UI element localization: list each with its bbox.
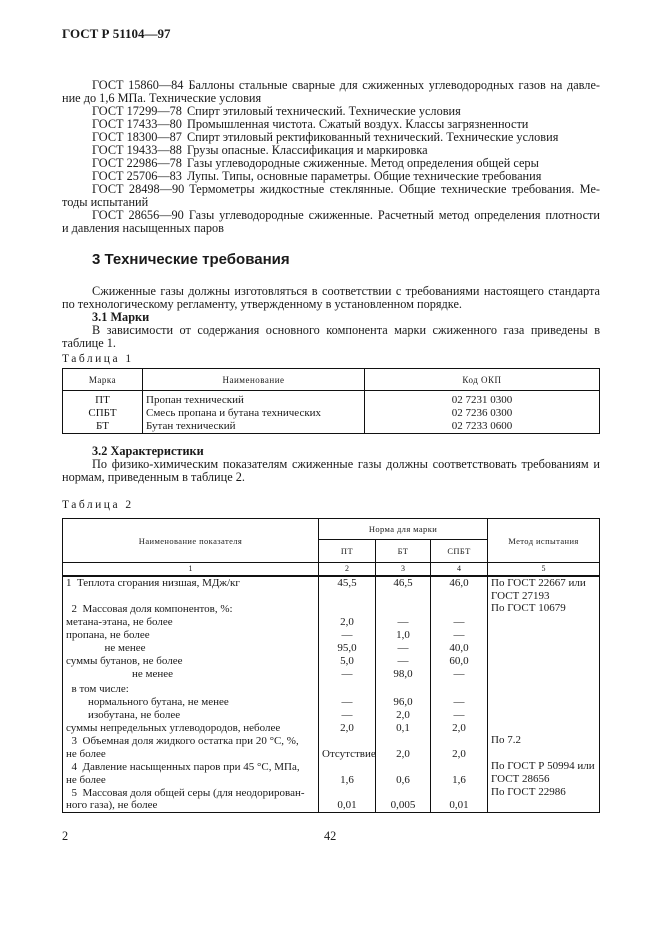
- bt-value-cell: —: [376, 641, 431, 654]
- reference-code: ГОСТ 18300—87: [92, 130, 182, 144]
- reference-title: Газы углеводородные сжиженные. Метод определения общей серы: [186, 156, 539, 170]
- bt-value-cell: —: [376, 654, 431, 667]
- column-header: Наименование показателя: [63, 519, 319, 563]
- reference-line: [92, 209, 600, 221]
- method-cell: По 7.2: [488, 734, 600, 760]
- table-caption: Таблица 1: [62, 353, 134, 365]
- spbt-value-cell: 0,01: [431, 786, 488, 812]
- paragraph-line: таблице 1.: [62, 336, 116, 350]
- bt-value-cell: —: [376, 602, 431, 628]
- table-row: [63, 708, 600, 721]
- bt-value-cell: 96,0: [376, 695, 431, 708]
- table-row: [63, 576, 600, 602]
- okp-code-cell: 02 7236 0300: [365, 407, 600, 420]
- spbt-value-cell: —: [431, 708, 488, 721]
- indicator-cell: нормального бутана, не менее: [63, 695, 319, 708]
- paragraph-line: В зависимости от содержания основного компонента марки сжиженного газа приведены в: [92, 323, 600, 337]
- reference-code: ГОСТ 17433—80: [92, 117, 182, 131]
- table-row: [63, 695, 600, 708]
- column-header: СПБТ: [431, 540, 488, 563]
- section-title: 3 Технические требования: [92, 251, 290, 268]
- spbt-value-cell: —: [431, 695, 488, 708]
- reference-code: ГОСТ 28656—90: [92, 208, 184, 222]
- bt-value-cell: 1,0: [376, 628, 431, 641]
- method-cell: По ГОСТ 22667 или ГОСТ 27193: [488, 576, 600, 602]
- pt-value-cell: 1,6: [319, 760, 376, 786]
- pt-value-cell: 0,01: [319, 786, 376, 812]
- table-row: [63, 391, 600, 408]
- bt-value-cell: 0,1: [376, 721, 431, 734]
- table-row: [63, 786, 600, 812]
- table-row: [63, 602, 600, 628]
- reference-line: [92, 79, 600, 91]
- reference-title: Спирт этиловый технический. Технические условия: [186, 104, 461, 118]
- reference-line: [92, 144, 428, 156]
- table-characteristics: [62, 518, 600, 813]
- reference-code: ГОСТ 17299—78: [92, 104, 182, 118]
- reference-code: ГОСТ 25706—83: [92, 169, 182, 183]
- spbt-value-cell: 1,6: [431, 760, 488, 786]
- name-cell: Бутан технический: [143, 420, 365, 434]
- pt-value-cell: Отсутствие: [319, 734, 376, 760]
- pt-value-cell: 5,0: [319, 654, 376, 667]
- method-cell: По ГОСТ 10679: [488, 602, 600, 628]
- table-row: [63, 760, 600, 786]
- spbt-value-cell: 46,0: [431, 576, 488, 602]
- indicator-cell: суммы бутанов, не более: [63, 654, 319, 667]
- bt-value-cell: 0,005: [376, 786, 431, 812]
- grade-cell: СПБТ: [63, 407, 143, 420]
- spbt-value-cell: —: [431, 667, 488, 680]
- column-number: 4: [431, 563, 488, 577]
- table-row: [63, 628, 600, 641]
- method-cell: [488, 641, 600, 654]
- spbt-value-cell: [431, 680, 488, 695]
- method-cell: По ГОСТ Р 50994 или ГОСТ 28656: [488, 760, 600, 786]
- reference-title: Грузы опасные. Классификация и маркировка: [186, 143, 428, 157]
- table-row: [63, 654, 600, 667]
- column-number: 1: [63, 563, 319, 577]
- intro-line: Сжиженные газы должны изготовляться в соответствии с требованиями настоящего стандарта: [92, 284, 600, 298]
- page-number: 2: [62, 829, 69, 843]
- table-grades: [62, 368, 600, 434]
- column-header: Норма для марки: [319, 519, 488, 540]
- indicator-cell: изобутана, не более: [63, 708, 319, 721]
- pt-value-cell: —: [319, 708, 376, 721]
- table-row: [63, 420, 600, 434]
- reference-title: Лупы. Типы, основные параметры. Общие технические требования: [186, 169, 542, 183]
- column-header: ПТ: [319, 540, 376, 563]
- method-cell: [488, 721, 600, 734]
- reference-code: ГОСТ 15860—84: [92, 78, 184, 92]
- reference-code: ГОСТ 19433—88: [92, 143, 182, 157]
- reference-line: ние до 1,6 МПа. Технические условия: [62, 91, 262, 105]
- reference-line: [92, 157, 539, 169]
- reference-code: ГОСТ 28498—90: [92, 182, 185, 196]
- pt-value-cell: —: [319, 667, 376, 680]
- reference-title: Термометры жидкостные стеклянные. Общие технические требования. Ме-: [189, 182, 600, 196]
- reference-line: [92, 131, 558, 143]
- pt-value-cell: 45,5: [319, 576, 376, 602]
- reference-title: Промышленная чистота. Сжатый воздух. Классы загрязненности: [186, 117, 529, 131]
- table-row: [63, 734, 600, 760]
- reference-line: [92, 118, 528, 130]
- bt-value-cell: [376, 680, 431, 695]
- okp-code-cell: 02 7231 0300: [365, 391, 600, 408]
- method-cell: [488, 708, 600, 721]
- reference-code: ГОСТ 22986—78: [92, 156, 182, 170]
- column-number: 5: [488, 563, 600, 577]
- indicator-cell: 3 Объемная доля жидкого остатка при 20 °С, %, не более: [63, 734, 319, 760]
- name-cell: Смесь пропана и бутана технических: [143, 407, 365, 420]
- method-cell: [488, 667, 600, 680]
- okp-code-cell: 02 7233 0600: [365, 420, 600, 434]
- column-number: 2: [319, 563, 376, 577]
- bt-value-cell: 98,0: [376, 667, 431, 680]
- grade-cell: БТ: [63, 420, 143, 434]
- table-row: [63, 721, 600, 734]
- grade-cell: ПТ: [63, 391, 143, 408]
- column-header: Метод испытания: [488, 519, 600, 563]
- reference-title: Баллоны стальные сварные для сжиженных углеводородных газов на давле-: [188, 78, 600, 92]
- bt-value-cell: 46,5: [376, 576, 431, 602]
- method-cell: По ГОСТ 22986: [488, 786, 600, 812]
- indicator-cell: 1 Теплота сгорания низшая, МДж/кг: [63, 576, 319, 602]
- table-row: [63, 407, 600, 420]
- method-cell: [488, 680, 600, 695]
- indicator-cell: в том числе:: [63, 680, 319, 695]
- paragraph-line: нормам, приведенным в таблице 2.: [62, 470, 245, 484]
- column-header: Код ОКП: [365, 369, 600, 391]
- spbt-value-cell: 60,0: [431, 654, 488, 667]
- indicator-cell: 4 Давление насыщенных паров при 45 °С, МПа, не более: [63, 760, 319, 786]
- subsection-title: 3.2 Характеристики: [92, 444, 204, 458]
- method-cell: [488, 654, 600, 667]
- table-row: [63, 680, 600, 695]
- bt-value-cell: 2,0: [376, 734, 431, 760]
- page-number-center: 42: [324, 829, 337, 843]
- pt-value-cell: 2,0: [319, 721, 376, 734]
- indicator-cell: 5 Массовая доля общей серы (для неодорирован- ного газа), не более: [63, 786, 319, 812]
- column-header: Наименование: [143, 369, 365, 391]
- document-header: ГОСТ Р 51104—97: [62, 26, 171, 41]
- spbt-value-cell: 2,0: [431, 734, 488, 760]
- table-caption: Таблица 2: [62, 499, 134, 511]
- column-header: Марка: [63, 369, 143, 391]
- indicator-cell: 2 Массовая доля компонентов, %: метана-этана, не более: [63, 602, 319, 628]
- bt-value-cell: 0,6: [376, 760, 431, 786]
- indicator-cell: пропана, не более: [63, 628, 319, 641]
- spbt-value-cell: 40,0: [431, 641, 488, 654]
- pt-value-cell: —: [319, 628, 376, 641]
- spbt-value-cell: —: [431, 628, 488, 641]
- spbt-value-cell: 2,0: [431, 721, 488, 734]
- indicator-cell: суммы непредельных углеводородов, неболее: [63, 721, 319, 734]
- reference-title: Спирт этиловый ректификованный технический. Технические условия: [186, 130, 559, 144]
- pt-value-cell: 2,0: [319, 602, 376, 628]
- reference-line: [92, 183, 600, 195]
- subsection-title: 3.1 Марки: [92, 310, 150, 324]
- column-header: БТ: [376, 540, 431, 563]
- table-row: [63, 641, 600, 654]
- reference-line: [92, 105, 461, 117]
- intro-line: по технологическому регламенту, утвержденному в установленном порядке.: [62, 297, 463, 311]
- pt-value-cell: 95,0: [319, 641, 376, 654]
- column-number: 3: [376, 563, 431, 577]
- name-cell: Пропан технический: [143, 391, 365, 408]
- reference-line: тоды испытаний: [62, 195, 149, 209]
- bt-value-cell: 2,0: [376, 708, 431, 721]
- pt-value-cell: —: [319, 695, 376, 708]
- method-cell: [488, 695, 600, 708]
- reference-line: [92, 170, 541, 182]
- reference-line: и давления насыщенных паров: [62, 221, 224, 235]
- reference-title: Газы углеводородные сжиженные. Расчетный метод определения плотности: [188, 208, 600, 222]
- indicator-cell: не менее: [63, 641, 319, 654]
- spbt-value-cell: —: [431, 602, 488, 628]
- method-cell: [488, 628, 600, 641]
- pt-value-cell: [319, 680, 376, 695]
- table-row: [63, 667, 600, 680]
- indicator-cell: не менее: [63, 667, 319, 680]
- paragraph-line: По физико-химическим показателям сжиженные газы должны соответствовать требованиям и: [92, 457, 600, 471]
